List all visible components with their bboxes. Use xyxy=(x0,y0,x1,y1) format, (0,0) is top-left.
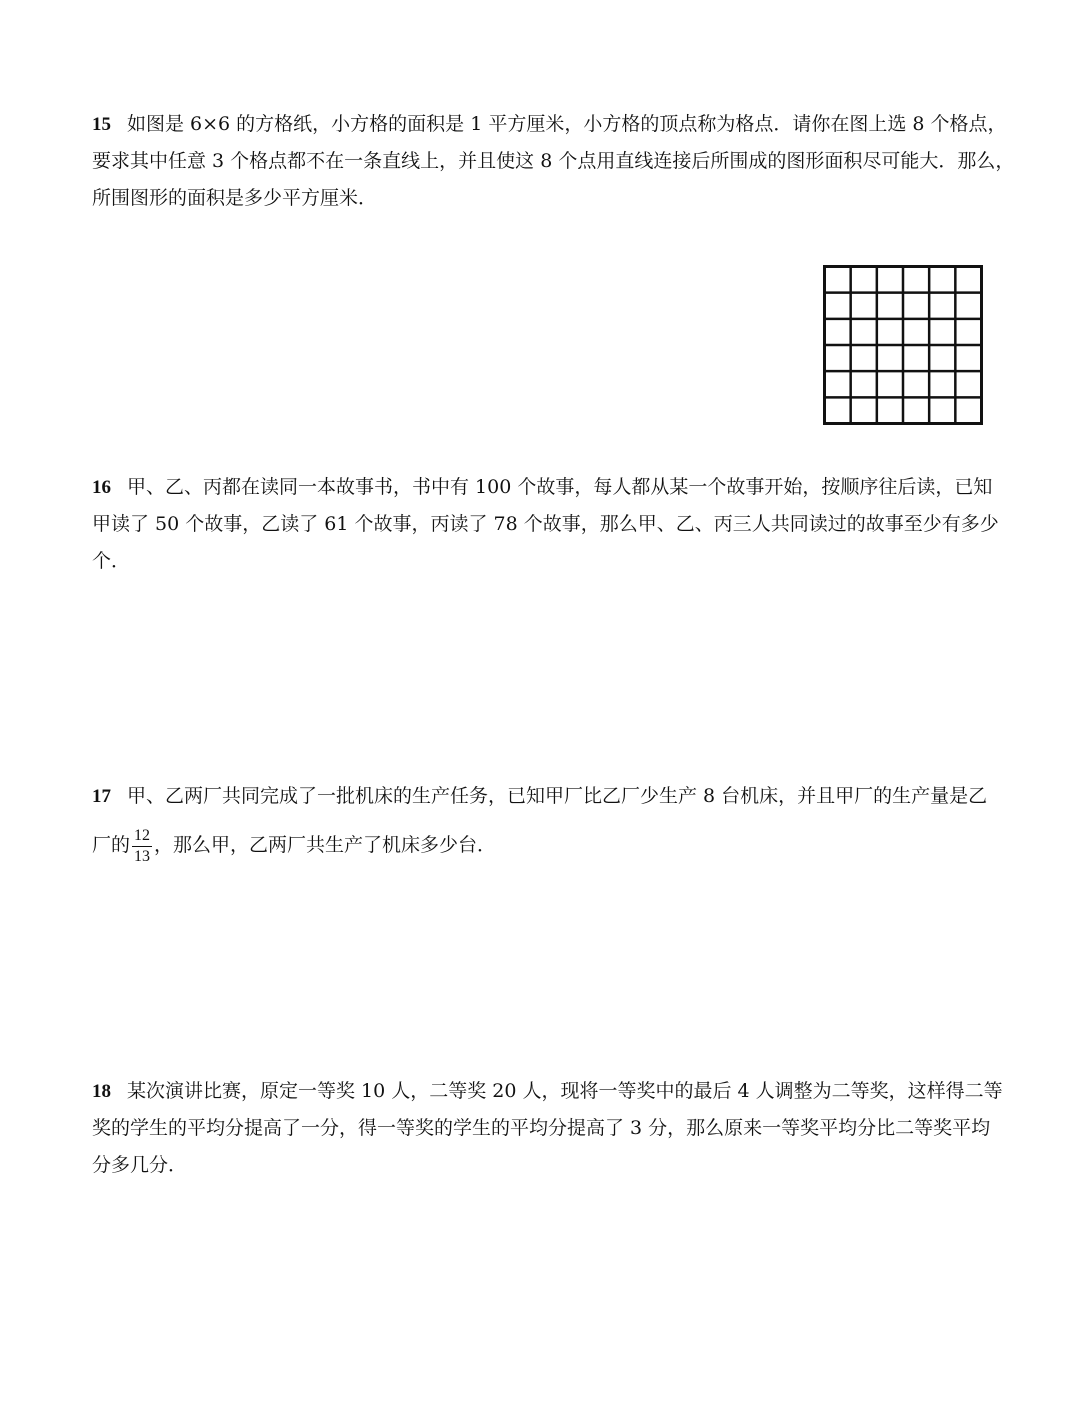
problem-16-number: 16 xyxy=(92,477,111,498)
problem-15-line-3: 所围图形的面积是多少平方厘米． xyxy=(92,187,378,209)
problem-15-text-1: 如图是 6×6 的方格纸，小方格的面积是 1 平方厘米，小方格的顶点称为格点．请你在图上选 8 个格点， xyxy=(127,113,1007,135)
problem-16-line-3: 个． xyxy=(92,550,131,572)
problem-16-line-1 xyxy=(92,469,998,506)
problem-18-number: 18 xyxy=(92,1081,111,1102)
problem-17-line-2 xyxy=(92,815,998,875)
problem-15-line-1 xyxy=(92,106,1007,143)
problem-18-text-1: 某次演讲比赛，原定一等奖 10 人，二等奖 20 人，现将一等奖中的最后 4 人调整为二等奖，这样得二等 xyxy=(127,1080,1003,1102)
problem-18-line-1 xyxy=(92,1073,1003,1110)
problem-18-line-2: 奖的学生的平均分提高了一分，得一等奖的学生的平均分提高了 3 分，那么原来一等奖平均分比二等奖平均 xyxy=(92,1117,991,1139)
problem-15-number: 15 xyxy=(92,114,111,135)
problem-18-line-3: 分多几分． xyxy=(92,1154,188,1176)
problem-15 xyxy=(92,106,1015,217)
problem-16-text-1: 甲、乙、丙都在读同一本故事书，书中有 100 个故事，每人都从某一个故事开始，按顺序往后读，已知 xyxy=(127,476,993,498)
problem-17-number: 17 xyxy=(92,786,111,807)
problem-16-line-2: 甲读了 50 个故事，乙读了 61 个故事，丙读了 78 个故事，那么甲、乙、丙三人共同读过的故事至少有多少 xyxy=(92,513,999,535)
fraction xyxy=(132,827,152,866)
problem-17 xyxy=(92,778,998,875)
fraction-bar xyxy=(132,846,152,847)
grid-figure xyxy=(823,265,983,425)
fraction-denominator: 13 xyxy=(134,847,151,865)
problem-17-text-1: 甲、乙两厂共同完成了一批机床的生产任务，已知甲厂比乙厂少生产 8 台机床，并且甲厂的生产量是乙 xyxy=(127,785,988,807)
fraction-numerator: 12 xyxy=(134,826,151,844)
problem-18 xyxy=(92,1073,1003,1184)
problem-17-line-1 xyxy=(92,778,998,815)
problem-15-line-2: 要求其中任意 3 个格点都不在一条直线上，并且使这 8 个点用直线连接后所围成的图形面积尽可能大．那么， xyxy=(92,150,1015,172)
problem-17-text-before: 厂的 xyxy=(92,834,131,856)
problem-16 xyxy=(92,469,998,580)
problem-17-text-after: ，那么甲，乙两厂共生产了机床多少台． xyxy=(154,834,497,856)
